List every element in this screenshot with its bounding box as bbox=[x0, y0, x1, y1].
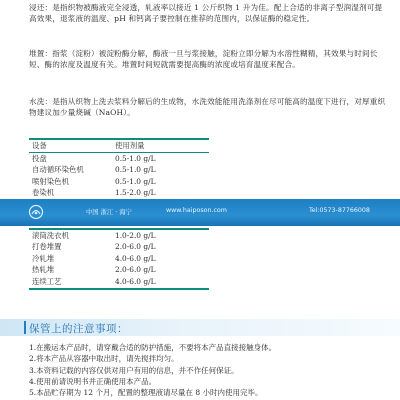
cell-dosage: 4.0-6.0 g/L bbox=[115, 253, 156, 263]
list-item: 1.在搬运本产品时，请穿戴合适的防护措施，不要将本产品直接接触身体。 bbox=[29, 343, 277, 352]
cell-equipment: 打卷堆置 bbox=[32, 242, 62, 252]
list-item: 5.本品贮存期为 12 个月，配置的整理液请尽量在 8 小时内使用完毕。 bbox=[29, 388, 263, 398]
paragraph-washing bbox=[29, 96, 386, 118]
section-title: 保管上的注意事项： bbox=[29, 323, 128, 335]
footer-phone: Tel:0573-87766008 bbox=[309, 207, 370, 214]
footer-website[interactable]: www.haiposon.com bbox=[166, 207, 227, 214]
table-row bbox=[29, 153, 209, 164]
paragraph-stacking bbox=[29, 48, 386, 70]
table-row bbox=[29, 187, 209, 198]
cell-equipment: 滚筒洗衣机 bbox=[32, 231, 69, 240]
table-row bbox=[29, 230, 209, 241]
page-footer-band bbox=[0, 199, 400, 226]
cell-dosage: 0.5-1.0 g/L bbox=[115, 176, 156, 186]
table-row bbox=[29, 264, 209, 275]
paragraph-text: 是指从织物上洗去浆料分解后的生成物，水洗效能能用洗涤剂在尽可能高的温度下进行，对厚重织物建议加少量烧碱（NaOH）。 bbox=[29, 97, 386, 118]
cell-equipment: 喷射染色机 bbox=[32, 176, 69, 186]
cell-equipment: 自动循环染色机 bbox=[32, 165, 84, 175]
table-row bbox=[29, 276, 209, 287]
table-header-row bbox=[29, 140, 209, 151]
cell-dosage: 0.5-1.0 g/L bbox=[115, 154, 156, 163]
dosage-table-1 bbox=[29, 140, 209, 151]
table-bottom-rule bbox=[29, 288, 209, 290]
company-logo-icon bbox=[28, 204, 44, 220]
header-equipment: 设备 bbox=[32, 141, 47, 150]
paragraph-text: 是指织物被酶液完全浸透，轧液率以接近 1 公斤织物 1 升为佳。配上合适的非离子型润湿剂可提高效果，退浆液的温度、pH 和钙离子要控制在推荐的范围内，以保证酶的稳定性。 bbox=[29, 3, 383, 24]
list-item: 3.本资料记载的内容仅供对用户有用的信息，并不作任何保证。 bbox=[29, 365, 239, 375]
header-dosage: 使用剂量 bbox=[115, 141, 145, 150]
table-row bbox=[29, 176, 209, 187]
cell-dosage: 4.0-6.0 g/L bbox=[115, 276, 156, 286]
cell-equipment: 卷染机 bbox=[32, 188, 55, 198]
table-row bbox=[29, 253, 209, 264]
cell-dosage: 0.5-1.0 g/L bbox=[115, 165, 156, 175]
dosage-table-2 bbox=[29, 230, 209, 287]
cell-equipment: 投盘 bbox=[32, 154, 47, 163]
paragraph-immersion bbox=[29, 2, 386, 24]
table-row bbox=[29, 241, 209, 252]
paragraph-term: 堆置： bbox=[29, 49, 53, 58]
cell-dosage: 1.0-2.0 g/L bbox=[115, 231, 156, 240]
footer-location: 中国 浙江 · 海宁 bbox=[86, 209, 132, 216]
section-accent bbox=[24, 321, 26, 334]
cell-equipment: 冷轧堆 bbox=[32, 253, 55, 263]
table-row bbox=[29, 164, 209, 175]
dosage-table-1-body bbox=[29, 153, 209, 199]
cell-dosage: 2.0-6.0 g/L bbox=[115, 265, 156, 275]
paragraph-term: 水洗： bbox=[29, 97, 53, 106]
cell-equipment: 热轧堆 bbox=[32, 265, 55, 275]
storage-notes-list bbox=[29, 342, 389, 398]
cell-equipment: 连续工艺 bbox=[32, 276, 62, 286]
cell-dosage: 2.0-6.0 g/L bbox=[115, 242, 156, 252]
list-item: 4.使用前请说明书并正确使用本产品。 bbox=[29, 376, 157, 386]
cell-dosage: 1.5-2.0 g/L bbox=[115, 188, 156, 198]
paragraph-term: 浸还： bbox=[29, 3, 53, 12]
paragraph-text: 指浆（淀粉）被淀粉酶分解，酶液一旦与浆接触，淀粉立即分解为水溶性糊精，其效果与时间长短、酶的浓度及温度有关。堆置时间短就需要提高酶的浓度或培育温度来配合。 bbox=[29, 49, 378, 70]
list-item: 2.将本产品从容器中取出时，请先搅拌均匀。 bbox=[29, 354, 179, 364]
